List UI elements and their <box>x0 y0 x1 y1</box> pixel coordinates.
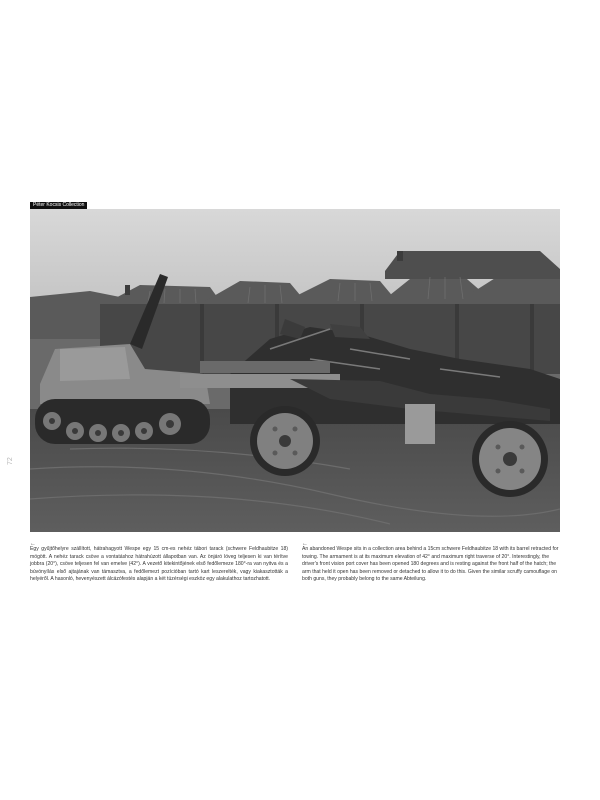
arrow-left-icon: ← <box>30 541 36 547</box>
caption-hungarian <box>30 541 288 584</box>
photo-illustration <box>30 209 560 532</box>
page-number: 72 <box>7 457 14 465</box>
arrow-left-icon: ← <box>302 541 308 547</box>
photo-credit: Péter Kocsis Collection <box>30 202 87 209</box>
caption-english-text: An abandoned Wespe sits in a collection area behind a 15cm schwere Feldhaubitze 18 with its barrel retracted for towing. The armament is at its maximum elevation of 42° and maximum right traverse of 20°. Interestingly, the driver's front vision port cover has been opened 180 degrees and is resting against the front half of the hatch; the arm that held it open has been removed or detached to allow it to do this. Given the similar scruffy camouflage on both guns, they probably belong to the same Abteilung. <box>302 546 559 582</box>
caption-hungarian-text: Egy gyűjtőhelyre szállított, hátrahagyott Wespe egy 15 cm-es nehéz tábori tarack (schwere Feldhaubitze 18) mögött. A nehéz tarack csöve a vontatáshoz hátrahúzott állapotban van. Az önjáró löveg teljesen ki van térítve jobbra (20°), csöve teljesen fel van emelve (42°). A vezető kitekintőjének első fedőlemeze 180°-ra van nyitva és a búvónyílás első ajtajának van támasztva, a fedőlemezt pozícióban tartó kart leszerelték, vagy kiakasztották a helyéről. A hasonló, hevenyészett álcázófestés alapján a két tüzérségi eszköz egy alakulathoz tartozhatott. <box>30 546 288 582</box>
caption-english <box>302 541 560 584</box>
historical-photo <box>30 209 560 532</box>
